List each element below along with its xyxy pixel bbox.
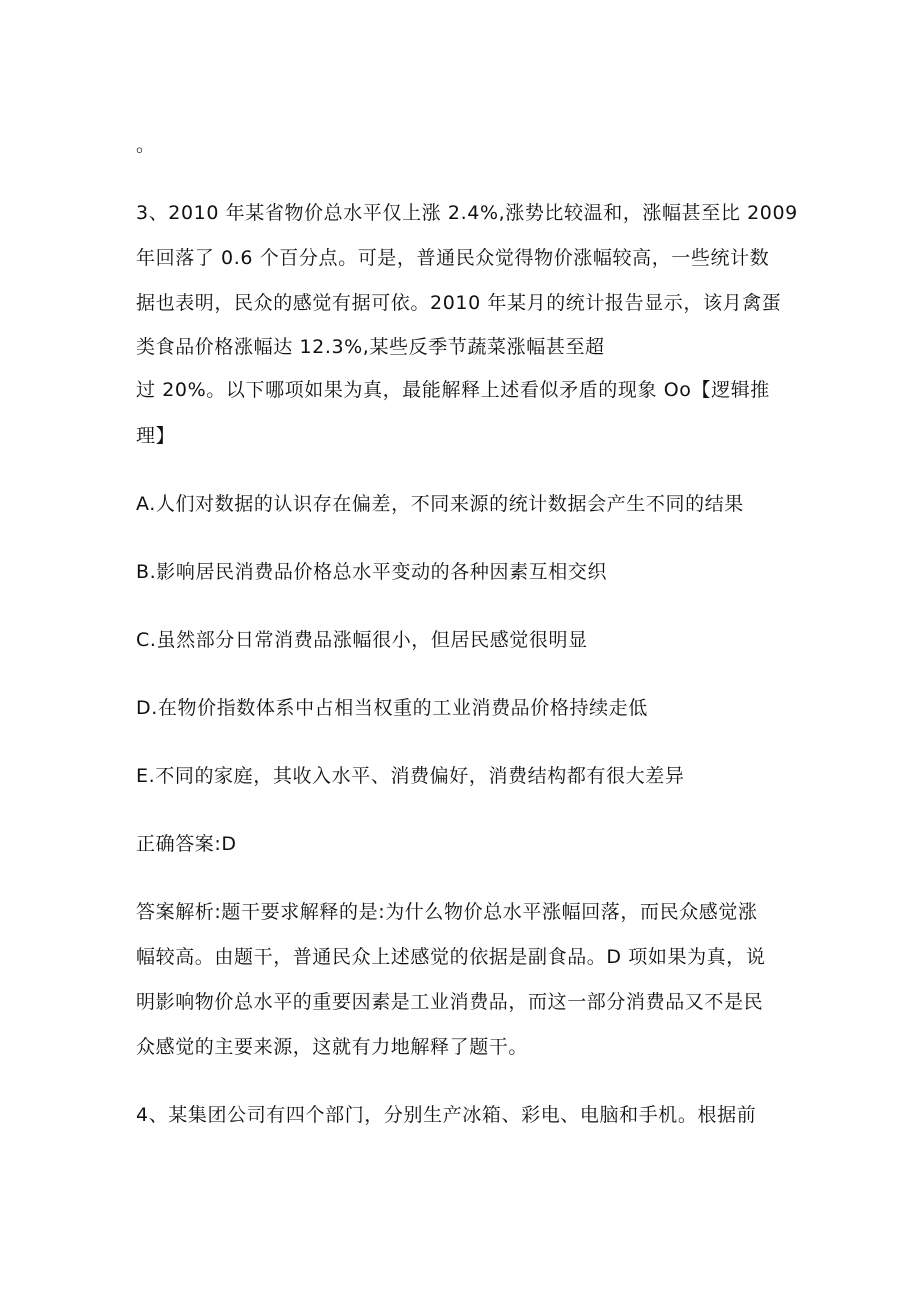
question-3-line-6: 理】: [136, 425, 176, 447]
question-3-line-1: 3、2010 年某省物价总水平仅上涨 2.4%,涨势比较温和，涨幅甚至比 2009: [136, 202, 798, 224]
text-line: 。: [136, 134, 156, 156]
answer-explanation-line-2: 幅较高。由题干，普通民众上述感觉的依据是副食品。D 项如果为真，说: [136, 946, 766, 968]
option-e: E.不同的家庭，其收入水平、消费偏好，消费结构都有很大差异: [136, 765, 685, 787]
question-4-line-1: 4、某集团公司有四个部门，分别生产冰箱、彩电、电脑和手机。根据前: [136, 1104, 757, 1126]
option-a: A.人们对数据的认识存在偏差，不同来源的统计数据会产生不同的结果: [136, 493, 744, 515]
question-3-line-4: 类食品价格涨幅达 12.3%,某些反季节蔬菜涨幅甚至超: [136, 336, 605, 358]
question-3-line-5: 过 20%。以下哪项如果为真，最能解释上述看似矛盾的现象 Oo【逻辑推: [136, 379, 770, 401]
question-3-line-2: 年回落了 0.6 个百分点。可是，普通民众觉得物价涨幅较高，一些统计数: [136, 247, 770, 269]
answer-explanation-line-3: 明影响物价总水平的重要因素是工业消费品，而这一部分消费品又不是民: [136, 991, 764, 1013]
option-b: B.影响居民消费品价格总水平变动的各种因素互相交织: [136, 561, 608, 583]
answer-explanation-line-1: 答案解析:题干要求解释的是:为什么物价总水平涨幅回落，而民众感觉涨: [136, 901, 758, 923]
answer-explanation-line-4: 众感觉的主要来源，这就有力地解释了题干。: [136, 1036, 529, 1058]
correct-answer: 正确答案:D: [136, 833, 237, 855]
option-d: D.在物价指数体系中占相当权重的工业消费品价格持续走低: [136, 697, 648, 719]
option-c: C.虽然部分日常消费品涨幅很小，但居民感觉很明显: [136, 629, 588, 651]
question-3-line-3: 据也表明，民众的感觉有据可依。2010 年某月的统计报告显示，该月禽蛋: [136, 292, 782, 314]
